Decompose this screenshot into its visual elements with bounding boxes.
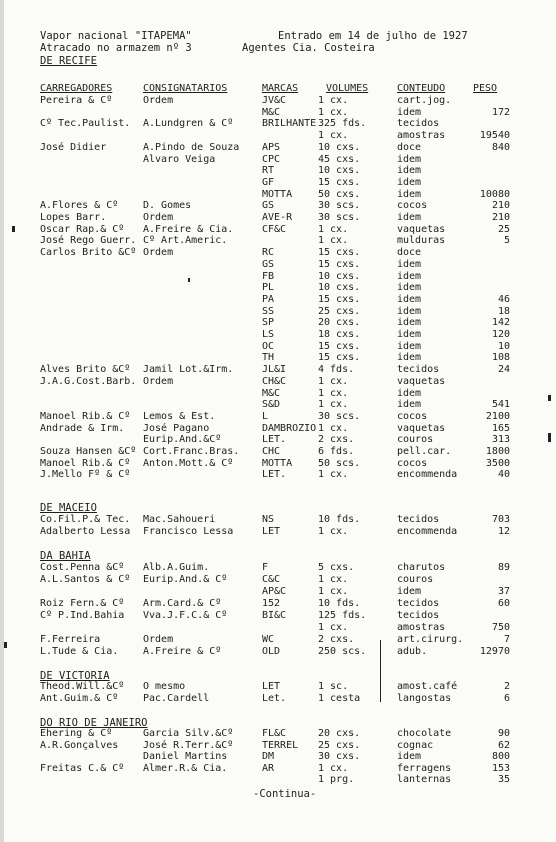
- content-cell: couros: [397, 574, 434, 585]
- content-cell: idem: [397, 270, 422, 282]
- volume-cell: 15 cxs.: [318, 340, 361, 352]
- consignee-cell: Anton.Mott.& Cº: [143, 457, 234, 469]
- volume-cell: 15 cxs.: [318, 247, 361, 259]
- mark-cell: CHC: [262, 446, 281, 457]
- shipper-cell: Souza Hansen &Cº: [40, 446, 137, 457]
- weight-cell: 840: [491, 141, 510, 153]
- mark-cell: S&D: [262, 399, 281, 411]
- content-cell: amostras: [397, 622, 446, 633]
- content-cell: idem: [397, 106, 422, 118]
- consignee-cell: Vva.J.F.C.& Cº: [143, 610, 228, 621]
- volume-cell: 1 cx.: [318, 422, 349, 434]
- mark-cell: MOTTA: [262, 188, 293, 200]
- content-cell: encommenda: [397, 526, 458, 537]
- margin-mark: [4, 642, 7, 648]
- shipper-cell: A.Flores & Cº: [40, 200, 119, 212]
- agents-line: Agentes Cia. Costeira: [242, 42, 375, 54]
- volume-cell: 1 cx.: [318, 387, 349, 399]
- weight-cell: 108: [491, 352, 510, 364]
- content-cell: lanternas: [397, 774, 452, 785]
- shipper-cell: Alves Brito &Cº: [40, 364, 131, 376]
- volume-cell: 25 cxs.: [318, 739, 361, 751]
- col-header-shippers: CARREGADORES: [40, 83, 113, 94]
- content-cell: idem: [397, 153, 422, 165]
- warehouse-line: Atracado no armazem nº 3: [40, 42, 192, 54]
- mark-cell: APS: [262, 141, 281, 153]
- weight-cell: 2: [503, 681, 510, 692]
- consignee-cell: A.Pindo de Souza: [143, 141, 240, 153]
- mark-cell: FL&C: [262, 728, 287, 739]
- content-cell: vaquetas: [397, 223, 446, 235]
- shipper-cell: Freitas C.& Cº: [40, 762, 125, 774]
- volume-cell: 50 scs.: [318, 457, 361, 469]
- shipper-cell: A.L.Santos & Cº: [40, 574, 131, 585]
- content-cell: idem: [397, 282, 422, 294]
- shipper-cell: L.Tude & Cia.: [40, 646, 119, 657]
- weight-cell: 46: [497, 293, 510, 305]
- weight-cell: 2100: [485, 410, 510, 422]
- content-cell: idem: [397, 751, 422, 762]
- volume-cell: 250 scs.: [318, 646, 367, 657]
- content-cell: mulduras: [397, 235, 446, 247]
- weight-cell: 5: [503, 235, 510, 247]
- content-cell: ferragens: [397, 762, 452, 774]
- section-bahia: DA BAHIA: [40, 550, 91, 562]
- consignee-cell: Daniel Martins: [143, 751, 228, 762]
- weight-cell: 24: [497, 364, 510, 376]
- col-header-marks: MARCAS: [262, 83, 299, 94]
- content-cell: encommenda: [397, 469, 458, 481]
- mark-cell: TH: [262, 352, 275, 364]
- volume-cell: 10 cxs.: [318, 282, 361, 294]
- margin-mark: [188, 278, 190, 282]
- volume-cell: 125 fds.: [318, 610, 367, 621]
- weight-cell: 7: [503, 634, 510, 645]
- volume-cell: 1 cx.: [318, 399, 349, 411]
- mark-cell: LET.: [262, 469, 287, 481]
- mark-cell: LS: [262, 329, 275, 340]
- col-header-volumes: VOLUMES: [326, 83, 369, 94]
- col-header-contents: CONTEUDO: [397, 83, 446, 94]
- consignee-cell: Jamil Lot.&Irm.: [143, 364, 234, 376]
- mark-cell: TERREL: [262, 739, 299, 751]
- consignee-cell: Ordem: [143, 95, 174, 106]
- shipper-cell: J.Mello Fº & Cº: [40, 469, 131, 481]
- weight-cell: 800: [491, 751, 510, 762]
- mark-cell: BRILHANTE: [262, 118, 317, 130]
- consignee-cell: Alvaro Veiga: [143, 153, 216, 165]
- content-cell: idem: [397, 176, 422, 188]
- margin-mark: [12, 226, 15, 232]
- mark-cell: LET: [262, 681, 281, 692]
- content-cell: pell.car.: [397, 446, 452, 457]
- weight-cell: 60: [497, 598, 510, 609]
- shipper-cell: Roiz Fern.& Cº: [40, 598, 125, 609]
- mark-cell: SP: [262, 317, 275, 329]
- volume-cell: 20 cxs.: [318, 317, 361, 329]
- volume-cell: 1 cx.: [318, 526, 349, 537]
- weight-cell: 165: [491, 422, 510, 434]
- shipper-cell: Co.Fil.P.& Tec.: [40, 514, 131, 525]
- weight-cell: 10080: [479, 188, 510, 200]
- weight-cell: 62: [497, 739, 510, 751]
- volume-cell: 20 cxs.: [318, 728, 361, 739]
- content-cell: couros: [397, 434, 434, 446]
- volume-cell: 1 cx.: [318, 95, 349, 106]
- mark-cell: PA: [262, 293, 275, 305]
- weight-cell: 25: [497, 223, 510, 235]
- margin-mark: [548, 395, 551, 401]
- content-cell: amostras: [397, 130, 446, 142]
- volume-cell: 1 cx.: [318, 622, 349, 633]
- content-cell: idem: [397, 352, 422, 364]
- mark-cell: AVE-R: [262, 212, 293, 223]
- margin-mark: [380, 640, 381, 702]
- volume-cell: 2 cxs.: [318, 434, 355, 446]
- volume-cell: 10 cxs.: [318, 165, 361, 177]
- weight-cell: 12: [497, 526, 510, 537]
- content-cell: idem: [397, 293, 422, 305]
- consignee-cell: Arm.Card.& Cº: [143, 598, 222, 609]
- weight-cell: 313: [491, 434, 510, 446]
- consignee-cell: Mac.Sahoueri: [143, 514, 216, 525]
- mark-cell: JV&C: [262, 95, 287, 106]
- shipper-cell: Carlos Brito &Cº: [40, 247, 137, 259]
- weight-cell: 153: [491, 762, 510, 774]
- content-cell: doce: [397, 141, 422, 153]
- volume-cell: 1 cx.: [318, 106, 349, 118]
- shipper-cell: Ehering & Cº: [40, 728, 113, 739]
- ship-line: Vapor nacional "ITAPEMA": [40, 30, 192, 42]
- consignee-cell: Francisco Lessa: [143, 526, 234, 537]
- mark-cell: RT: [262, 165, 275, 177]
- volume-cell: 45 cxs.: [318, 153, 361, 165]
- weight-cell: 40: [497, 469, 510, 481]
- weight-cell: 12970: [479, 646, 510, 657]
- volume-cell: 25 cxs.: [318, 305, 361, 317]
- content-cell: chocolate: [397, 728, 452, 739]
- consignee-cell: D. Gomes: [143, 200, 192, 212]
- consignee-cell: A.Lundgren & Cº: [143, 118, 234, 130]
- volume-cell: 1 cx.: [318, 469, 349, 481]
- mark-cell: F: [262, 562, 269, 573]
- content-cell: cart.jog.: [397, 95, 452, 106]
- mark-cell: M&C: [262, 106, 281, 118]
- content-cell: cognac: [397, 739, 434, 751]
- content-cell: doce: [397, 247, 422, 259]
- weight-cell: 3500: [485, 457, 510, 469]
- volume-cell: 1 cesta: [318, 693, 361, 704]
- volume-cell: 1 cx.: [318, 586, 349, 597]
- consignee-cell: Ordem: [143, 212, 174, 223]
- weight-cell: 6: [503, 693, 510, 704]
- shipper-cell: Cº Tec.Paulist.: [40, 118, 131, 130]
- content-cell: vaquetas: [397, 375, 446, 387]
- weight-cell: 18: [497, 305, 510, 317]
- volume-cell: 1 cx.: [318, 223, 349, 235]
- continued-note: -Continua-: [253, 788, 317, 800]
- shipper-cell: F.Ferreira: [40, 634, 101, 645]
- weight-cell: 541: [491, 399, 510, 411]
- volume-cell: 1 cx.: [318, 375, 349, 387]
- content-cell: cocos: [397, 410, 428, 422]
- volume-cell: 10 fds.: [318, 514, 361, 525]
- mark-cell: L: [262, 410, 269, 422]
- content-cell: idem: [397, 387, 422, 399]
- shipper-cell: J.A.G.Cost.Barb.: [40, 375, 137, 387]
- mark-cell: RC: [262, 247, 275, 259]
- weight-cell: 89: [497, 562, 510, 573]
- weight-cell: 90: [497, 728, 510, 739]
- content-cell: idem: [397, 258, 422, 270]
- content-cell: tecidos: [397, 364, 440, 376]
- mark-cell: CPC: [262, 153, 281, 165]
- content-cell: tecidos: [397, 598, 440, 609]
- volume-cell: 1 cx.: [318, 235, 349, 247]
- mark-cell: OLD: [262, 646, 281, 657]
- volume-cell: 10 cxs.: [318, 141, 361, 153]
- content-cell: idem: [397, 305, 422, 317]
- weight-cell: 210: [491, 200, 510, 212]
- volume-cell: 30 scs.: [318, 410, 361, 422]
- scan-edge: [0, 0, 4, 842]
- section-victoria: DE VICTORIA: [40, 670, 110, 682]
- consignee-cell: Ordem: [143, 375, 174, 387]
- mark-cell: NS: [262, 514, 275, 525]
- weight-cell: 37: [497, 586, 510, 597]
- volume-cell: 5 cxs.: [318, 562, 355, 573]
- weight-cell: 35: [497, 774, 510, 785]
- content-cell: vaquetas: [397, 422, 446, 434]
- volume-cell: 2 cxs.: [318, 634, 355, 645]
- weight-cell: 210: [491, 212, 510, 223]
- mark-cell: DAMBROZIO: [262, 422, 317, 434]
- consignee-cell: Eurip.And.& Cº: [143, 574, 228, 585]
- consignee-cell: Lemos & Est.: [143, 410, 216, 422]
- content-cell: cocos: [397, 200, 428, 212]
- mark-cell: GS: [262, 258, 275, 270]
- mark-cell: DM: [262, 751, 275, 762]
- volume-cell: 1 cx.: [318, 574, 349, 585]
- shipper-cell: Oscar Rap.& Cº: [40, 223, 125, 235]
- content-cell: langostas: [397, 693, 452, 704]
- shipper-cell: A.R.Gonçalves: [40, 739, 119, 751]
- shipper-cell: Pereira & Cº: [40, 95, 113, 106]
- consignee-cell: Ordem: [143, 247, 174, 259]
- shipper-cell: Cost.Penna &Cº: [40, 562, 125, 573]
- volume-cell: 10 cxs.: [318, 270, 361, 282]
- volume-cell: 325 fds.: [318, 118, 367, 130]
- col-header-consignees: CONSIGNATARIOS: [143, 83, 228, 94]
- volume-cell: 1 cx.: [318, 762, 349, 774]
- consignee-cell: José R.Terr.&Cº: [143, 739, 234, 751]
- mark-cell: JL&I: [262, 364, 287, 376]
- weight-cell: 120: [491, 329, 510, 340]
- content-cell: idem: [397, 329, 422, 340]
- consignee-cell: Pac.Cardell: [143, 693, 210, 704]
- volume-cell: 15 cxs.: [318, 258, 361, 270]
- content-cell: idem: [397, 188, 422, 200]
- weight-cell: 703: [491, 514, 510, 525]
- volume-cell: 1 sc.: [318, 681, 349, 692]
- content-cell: tecidos: [397, 610, 440, 621]
- volume-cell: 18 cxs.: [318, 329, 361, 340]
- col-header-weight: PESO: [473, 83, 498, 94]
- volume-cell: 15 cxs.: [318, 293, 361, 305]
- content-cell: charutos: [397, 562, 446, 573]
- mark-cell: LET: [262, 526, 281, 537]
- content-cell: cocos: [397, 457, 428, 469]
- content-cell: amost.café: [397, 681, 458, 692]
- arrival-line: Entrado em 14 de julho de 1927: [278, 30, 468, 42]
- consignee-cell: Eurip.And.&Cº: [143, 434, 222, 446]
- volume-cell: 30 scs.: [318, 212, 361, 223]
- shipper-cell: José Rego Guerr.: [40, 235, 137, 247]
- volume-cell: 1 cx.: [318, 130, 349, 142]
- shipper-cell: José Didier: [40, 141, 107, 153]
- volume-cell: 1 prg.: [318, 774, 355, 785]
- consignee-cell: José Pagano: [143, 422, 210, 434]
- consignee-cell: Alb.A.Guim.: [143, 562, 210, 573]
- consignee-cell: A.Freire & Cº: [143, 646, 222, 657]
- volume-cell: 15 cxs.: [318, 352, 361, 364]
- mark-cell: BI&C: [262, 610, 287, 621]
- mark-cell: WC: [262, 634, 275, 645]
- content-cell: adub.: [397, 646, 428, 657]
- mark-cell: OC: [262, 340, 275, 352]
- consignee-cell: O mesmo: [143, 681, 186, 692]
- content-cell: idem: [397, 340, 422, 352]
- consignee-cell: Almer.R.& Cia.: [143, 762, 228, 774]
- consignee-cell: Garcia Silv.&Cº: [143, 728, 234, 739]
- consignee-cell: A.Freire & Cia.: [143, 223, 234, 235]
- content-cell: art.cirurg.: [397, 634, 464, 645]
- mark-cell: LET.: [262, 434, 287, 446]
- mark-cell: Let.: [262, 693, 287, 704]
- shipper-cell: Ant.Guim.& Cº: [40, 693, 119, 704]
- mark-cell: FB: [262, 270, 275, 282]
- content-cell: idem: [397, 317, 422, 329]
- shipper-cell: Lopes Barr.: [40, 212, 107, 223]
- volume-cell: 50 cxs.: [318, 188, 361, 200]
- mark-cell: AP&C: [262, 586, 287, 597]
- mark-cell: M&C: [262, 387, 281, 399]
- mark-cell: GF: [262, 176, 275, 188]
- volume-cell: 15 cxs.: [318, 176, 361, 188]
- section-recife: DE RECIFE: [40, 55, 97, 67]
- mark-cell: 152: [262, 598, 281, 609]
- mark-cell: GS: [262, 200, 275, 212]
- content-cell: idem: [397, 399, 422, 411]
- weight-cell: 10: [497, 340, 510, 352]
- mark-cell: AR: [262, 762, 275, 774]
- content-cell: idem: [397, 212, 422, 223]
- shipper-cell: Cº P.Ind.Bahia: [40, 610, 125, 621]
- weight-cell: 750: [491, 622, 510, 633]
- mark-cell: SS: [262, 305, 275, 317]
- content-cell: tecidos: [397, 118, 440, 130]
- content-cell: idem: [397, 586, 422, 597]
- weight-cell: 1800: [485, 446, 510, 457]
- volume-cell: 30 scs.: [318, 200, 361, 212]
- mark-cell: CF&C: [262, 223, 287, 235]
- mark-cell: MOTTA: [262, 457, 293, 469]
- content-cell: tecidos: [397, 514, 440, 525]
- mark-cell: PL: [262, 282, 275, 294]
- consignee-cell: Cº Art.Americ.: [143, 235, 228, 247]
- margin-mark: [548, 433, 551, 442]
- section-maceio: DE MACEIO: [40, 502, 97, 514]
- consignee-cell: Ordem: [143, 634, 174, 645]
- volume-cell: 4 fds.: [318, 364, 355, 376]
- consignee-cell: Cort.Franc.Bras.: [143, 446, 240, 457]
- mark-cell: C&C: [262, 574, 281, 585]
- volume-cell: 30 cxs.: [318, 751, 361, 762]
- content-cell: idem: [397, 165, 422, 177]
- section-rio: DO RIO DE JANEIRO: [40, 717, 148, 729]
- volume-cell: 6 fds.: [318, 446, 355, 457]
- shipper-cell: Adalberto Lessa: [40, 526, 131, 537]
- weight-cell: 142: [491, 317, 510, 329]
- shipper-cell: Andrade & Irm.: [40, 422, 125, 434]
- mark-cell: CH&C: [262, 375, 287, 387]
- shipper-cell: Theod.Will.&Cº: [40, 681, 125, 692]
- weight-cell: 172: [491, 106, 510, 118]
- volume-cell: 10 fds.: [318, 598, 361, 609]
- shipper-cell: Manoel Rib.& Cº: [40, 410, 131, 422]
- weight-cell: 19540: [479, 130, 510, 142]
- shipper-cell: Manoel Rib.& Cº: [40, 457, 131, 469]
